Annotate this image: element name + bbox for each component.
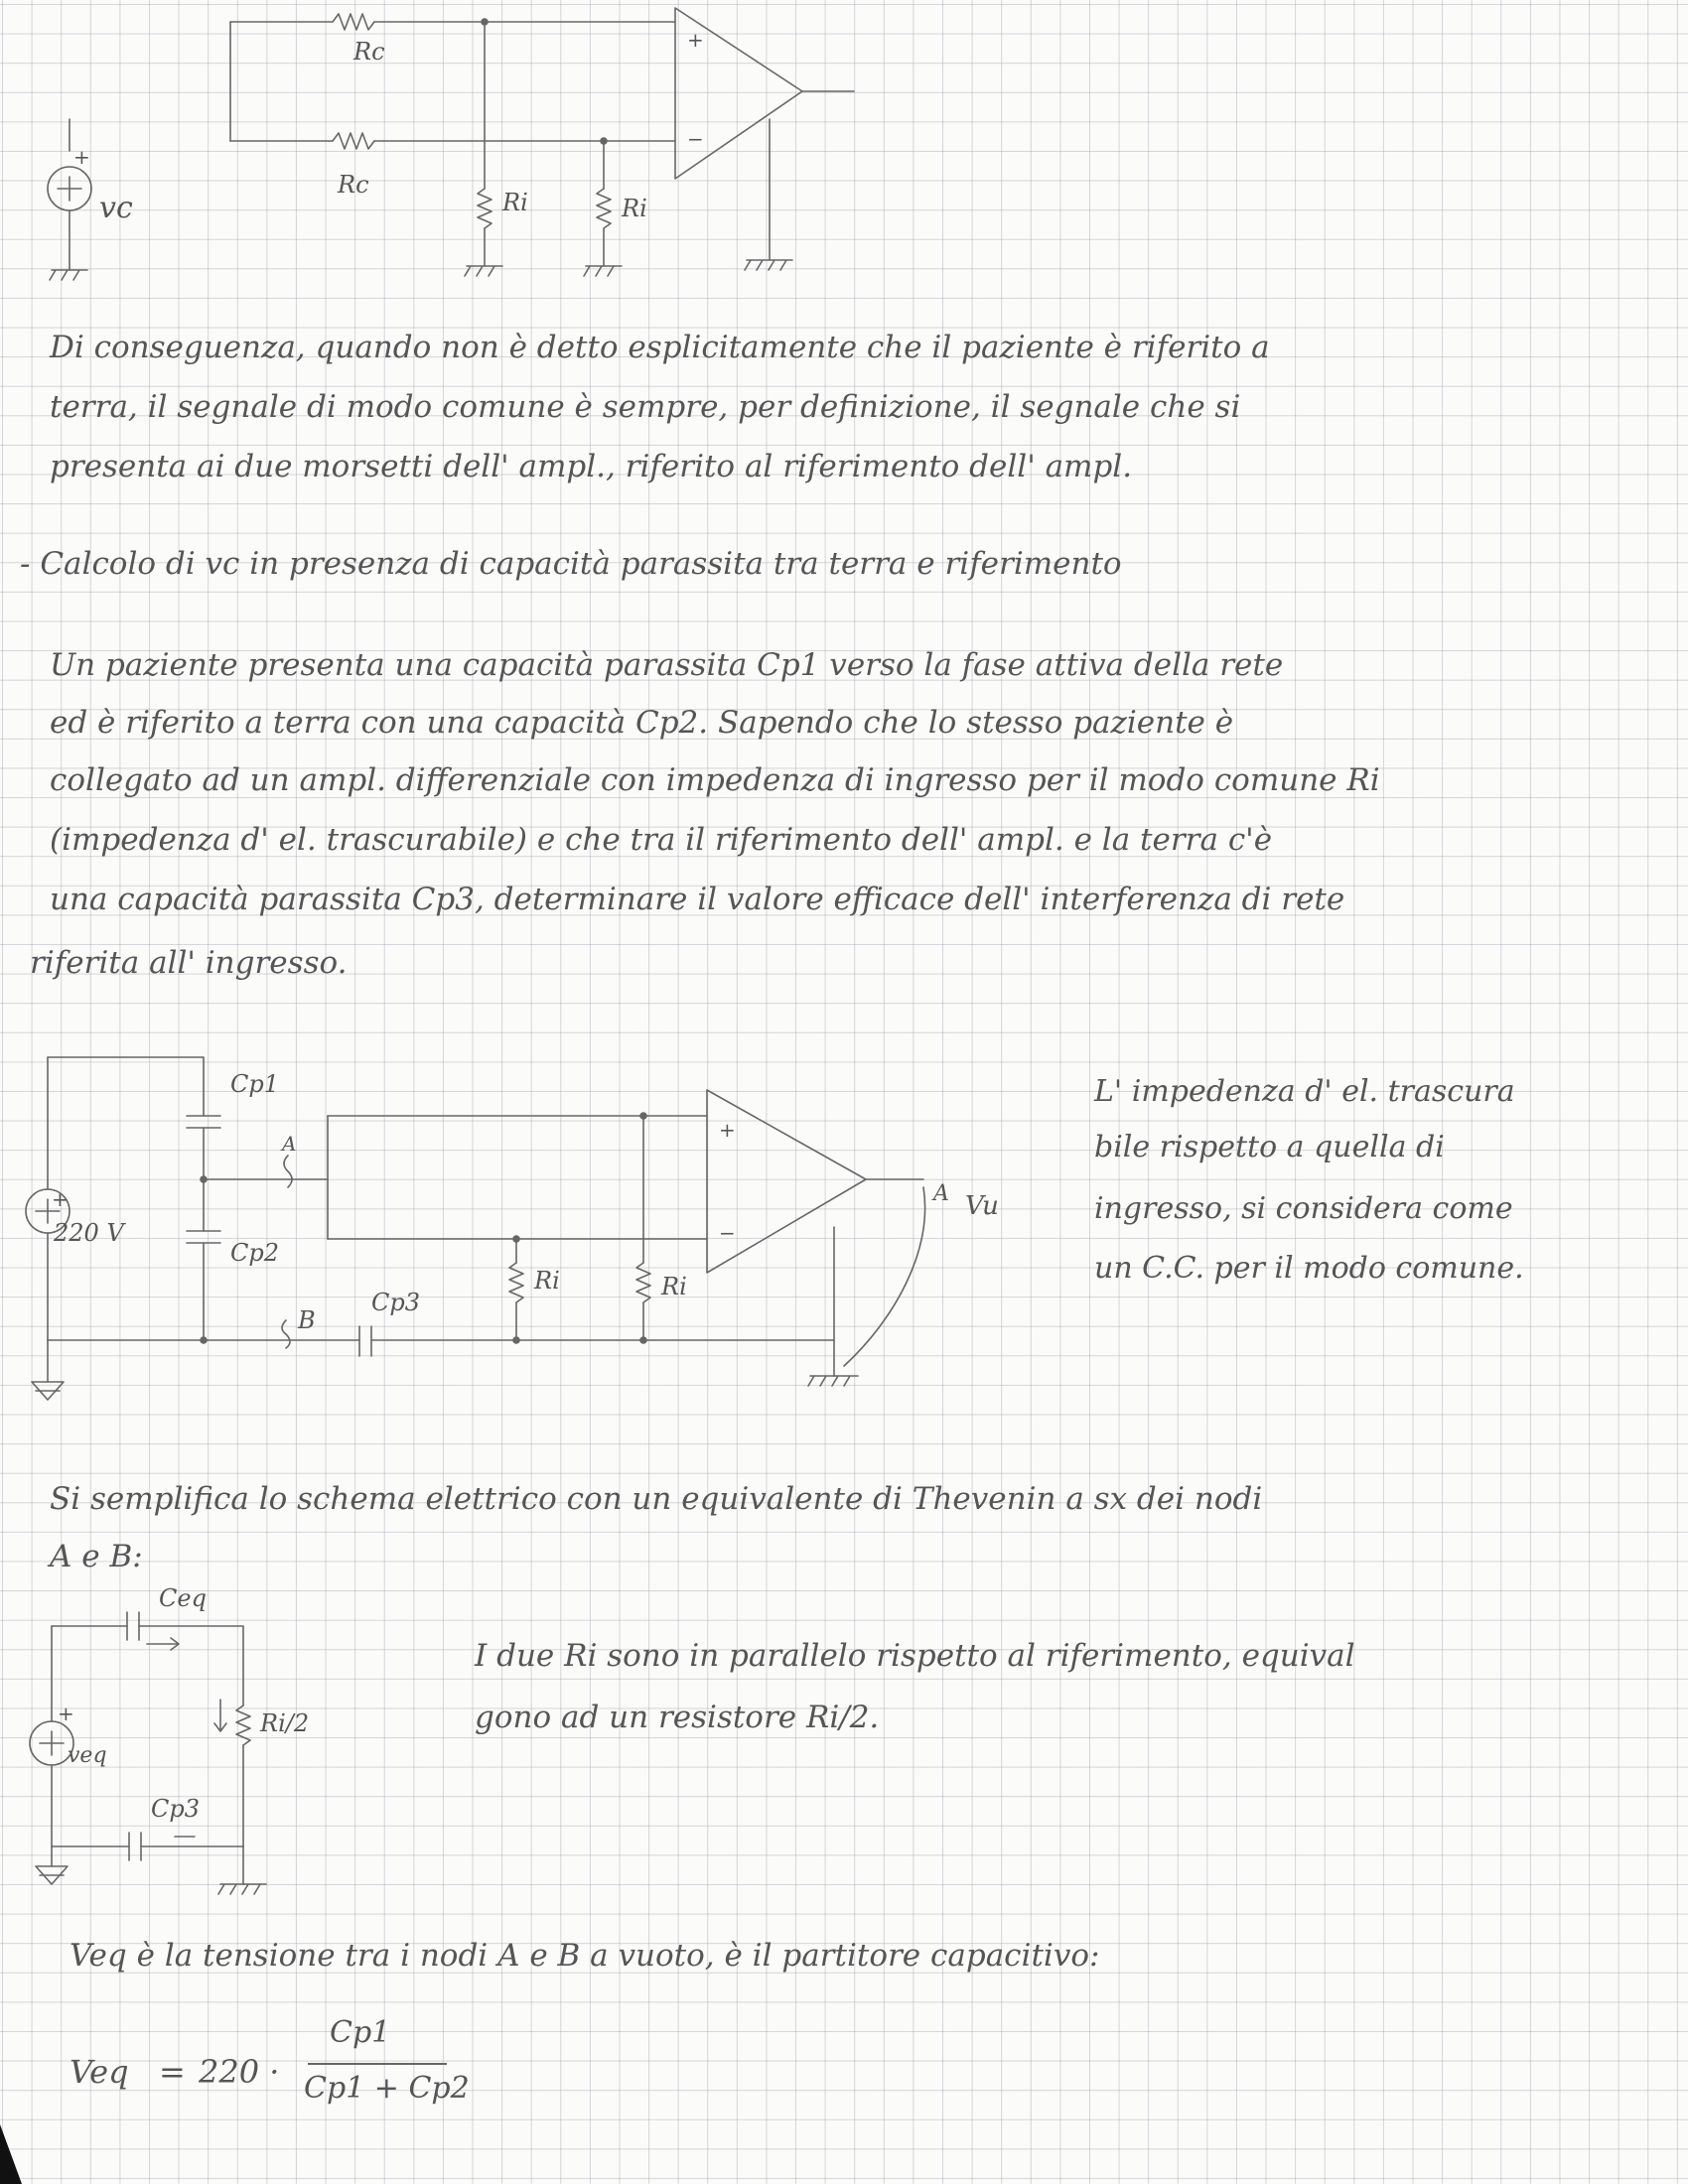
opamp-plus-input: + bbox=[719, 1118, 736, 1142]
side-note-line: un C.C. per il modo comune. bbox=[1094, 1251, 1524, 1286]
paragraph-line: terra, il segnale di modo comune è sempre, per definizione, il segnale che si bbox=[50, 389, 1241, 425]
paragraph-line: presenta ai due morsetti dell' ampl., riferito al riferimento dell' ampl. bbox=[50, 449, 1133, 484]
veq-formula bbox=[70, 2015, 506, 2124]
problem-line: ed è riferito a terra con una capacità Cp2. Sapendo che lo stesso paziente è bbox=[50, 705, 1234, 741]
node-a-label: A bbox=[282, 1132, 297, 1156]
resistor-rc-top-label: Rc bbox=[353, 38, 385, 66]
problem-line: collegato ad un ampl. differenziale con impedenza di ingresso per il modo comune Ri bbox=[50, 762, 1380, 798]
fraction-bar bbox=[308, 2063, 447, 2065]
side-note-line: ingresso, si considera come bbox=[1094, 1191, 1513, 1226]
resistor-ri-1-label: Ri bbox=[502, 189, 528, 216]
section-heading: - Calcolo di vc in presenza di capacità parassita tra terra e riferimento bbox=[20, 546, 1122, 582]
capacitor-ceq-label: Ceq bbox=[159, 1584, 207, 1612]
problem-line: Un paziente presenta una capacità parassita Cp1 verso la fase attiva della rete bbox=[50, 647, 1284, 683]
formula-factor: 220 · bbox=[199, 2053, 280, 2091]
capacitor-cp2-label: Cp2 bbox=[230, 1239, 279, 1267]
formula-lhs: Veq bbox=[70, 2053, 129, 2091]
resistor-ri2-label: Ri/2 bbox=[260, 1709, 310, 1737]
source-plus-sign: + bbox=[58, 1702, 74, 1725]
side-note-line: bile rispetto a quella di bbox=[1094, 1130, 1445, 1164]
opamp-minus-input: − bbox=[687, 127, 704, 151]
formula-denominator: Cp1 + Cp2 bbox=[304, 2071, 470, 2106]
problem-line: (impedenza d' el. trascurabile) e che tra il riferimento dell' ampl. e la terra c'è bbox=[50, 822, 1273, 858]
formula-equals: = bbox=[159, 2053, 186, 2091]
resistor-ri-2-label: Ri bbox=[661, 1273, 687, 1300]
source-plus-sign: + bbox=[52, 1187, 69, 1211]
problem-line: una capacità parassita Cp3, determinare il valore efficace dell' interferenza di rete bbox=[50, 882, 1345, 917]
output-node-a-label: A bbox=[933, 1181, 949, 1206]
veq-sentence: Veq è la tensione tra i nodi A e B a vuoto, è il partitore capacitivo: bbox=[70, 1938, 1100, 1974]
parallel-note-line: I due Ri sono in parallelo rispetto al riferimento, equival bbox=[475, 1638, 1355, 1674]
resistor-ri-1-label: Ri bbox=[534, 1267, 560, 1295]
resistor-rc-bottom-label: Rc bbox=[338, 171, 369, 199]
opamp-plus-input: + bbox=[687, 28, 704, 52]
node-b-label: B bbox=[298, 1306, 316, 1334]
source-plus-sign: + bbox=[73, 145, 90, 169]
thevenin-line: A e B: bbox=[50, 1539, 143, 1574]
circuit-common-mode-diagram bbox=[0, 0, 1688, 318]
capacitor-cp3-label: Cp3 bbox=[371, 1289, 420, 1316]
capacitor-cp3-label: Cp3 bbox=[151, 1795, 200, 1823]
scan-edge-mark bbox=[0, 2124, 22, 2184]
side-note-line: L' impedenza d' el. trascura bbox=[1094, 1074, 1515, 1109]
source-220v-label: 220 V bbox=[54, 1219, 124, 1247]
output-vu-label: Vu bbox=[965, 1191, 999, 1221]
capacitor-cp1-label: Cp1 bbox=[230, 1070, 279, 1098]
source-vc-label: vc bbox=[99, 191, 133, 225]
parallel-note-line: gono ad un resistore Ri/2. bbox=[475, 1700, 880, 1735]
source-veq-label: veq bbox=[68, 1743, 107, 1768]
thevenin-line: Si semplifica lo schema elettrico con un equivalente di Thevenin a sx dei nodi bbox=[50, 1481, 1263, 1517]
problem-line: riferita all' ingresso. bbox=[30, 945, 348, 981]
paragraph-line: Di conseguenza, quando non è detto esplicitamente che il paziente è riferito a bbox=[50, 330, 1270, 365]
formula-numerator: Cp1 bbox=[330, 2015, 391, 2050]
opamp-minus-input: − bbox=[719, 1221, 736, 1245]
resistor-ri-2-label: Ri bbox=[622, 195, 647, 222]
